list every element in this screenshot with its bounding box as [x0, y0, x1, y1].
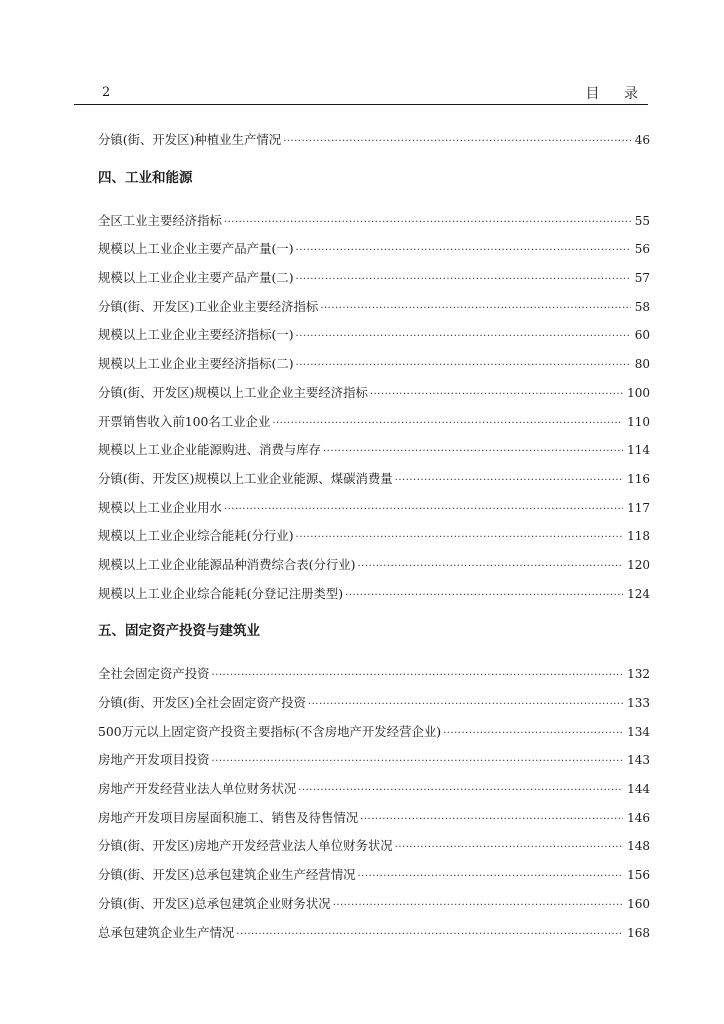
toc-entry-title: 房地产开发经营业法人单位财务状况 [98, 781, 297, 797]
toc-entry-page: 143 [627, 753, 650, 768]
toc-entry[interactable] [98, 660, 650, 689]
toc-entry-title: 分镇(街、开发区)总承包建筑企业财务状况 [98, 895, 331, 911]
toc-entry-page: 134 [627, 724, 650, 739]
toc-entry-page: 56 [634, 242, 650, 257]
header-title: 目 录 [585, 86, 648, 102]
toc-entry[interactable] [98, 207, 650, 236]
toc-entry-page: 118 [627, 529, 650, 544]
toc-entry-title: 规模以上工业企业主要产品产量(一) [98, 241, 294, 257]
toc-entry-page: 100 [627, 385, 650, 400]
toc-entry-page: 144 [627, 782, 650, 797]
page-header [74, 84, 648, 105]
dot-leader [272, 410, 623, 438]
toc-entry-page: 110 [627, 414, 650, 429]
toc-entry[interactable] [98, 465, 650, 494]
dot-leader [296, 266, 631, 294]
toc-entry-page: 156 [627, 868, 650, 883]
dot-leader [443, 720, 623, 748]
dot-leader [323, 438, 623, 466]
toc-entry[interactable] [98, 379, 650, 408]
toc-entry-title: 规模以上工业企业主要产品产量(二) [98, 270, 294, 286]
toc-entry-title: 分镇(街、开发区)工业企业主要经济指标 [98, 298, 319, 314]
toc-entry[interactable] [98, 746, 650, 775]
toc-entry-page: 148 [627, 839, 650, 854]
toc-entry-title: 500万元以上固定资产投资主要指标(不含房地产开发经营企业) [98, 723, 442, 739]
toc-entry[interactable] [98, 408, 650, 437]
toc-entry-title: 房地产开发项目房屋面积施工、销售及待售情况 [98, 809, 359, 825]
toc-entry-page: 46 [634, 133, 650, 147]
toc-entry[interactable] [98, 522, 650, 551]
toc-entry-title: 全社会固定资产投资 [98, 666, 210, 682]
toc-entry-title: 规模以上工业企业综合能耗(分行业) [98, 528, 294, 544]
toc-entry-page: 80 [634, 357, 650, 372]
toc-entry[interactable] [98, 494, 650, 523]
dot-leader [296, 323, 631, 351]
toc-entry-title: 开票销售收入前100名工业企业 [98, 413, 271, 429]
dot-leader [360, 806, 623, 834]
toc-entry-title: 规模以上工业企业主要经济指标(一) [98, 327, 294, 343]
section-heading-investment: 五、固定资产投资与建筑业 [98, 623, 260, 640]
dot-leader [308, 691, 623, 719]
toc-entry-page: 117 [627, 500, 650, 515]
dot-leader [345, 582, 623, 610]
toc-entry-title: 总承包建筑企业生产情况 [98, 924, 235, 940]
toc-entry[interactable] [98, 775, 650, 804]
dot-leader [283, 128, 631, 156]
toc-entry-page: 132 [627, 667, 650, 682]
toc-entry-page: 160 [627, 896, 650, 911]
dot-leader [333, 892, 623, 920]
toc-entry[interactable] [98, 580, 650, 609]
toc-entry[interactable] [98, 718, 650, 747]
toc-entry-title: 全区工业主要经济指标 [98, 212, 222, 228]
dot-leader [224, 496, 623, 524]
toc-entry[interactable] [98, 293, 650, 322]
section-heading-industry: 四、工业和能源 [98, 169, 193, 186]
toc-entry-title: 分镇(街、开发区)规模以上工业企业主要经济指标 [98, 384, 368, 400]
toc-entry-page: 146 [627, 810, 650, 825]
toc-entry[interactable] [98, 919, 650, 948]
toc-entry[interactable] [98, 126, 650, 155]
toc-entry-page: 120 [627, 557, 650, 572]
toc-entry[interactable] [98, 890, 650, 919]
dot-leader [357, 553, 623, 581]
toc-entry-page: 58 [634, 299, 650, 314]
dot-leader [296, 524, 624, 552]
toc-entry[interactable] [98, 436, 650, 465]
toc-entry-title: 分镇(街、开发区)种植业生产情况 [98, 132, 282, 147]
toc-entry[interactable] [98, 551, 650, 580]
toc-entry[interactable] [98, 264, 650, 293]
dot-leader [212, 748, 624, 776]
toc-entry[interactable] [98, 235, 650, 264]
toc-entry-page: 168 [627, 925, 650, 940]
toc-entry[interactable] [98, 804, 650, 833]
toc-entry[interactable] [98, 689, 650, 718]
toc-entry-title: 房地产开发项目投资 [98, 752, 210, 768]
toc-entry[interactable] [98, 832, 650, 861]
toc-entry-title: 规模以上工业企业能源购进、消费与库存 [98, 442, 322, 458]
dot-leader [296, 352, 631, 380]
dot-leader [298, 777, 623, 805]
dot-leader [296, 237, 631, 265]
toc-entry-page: 116 [627, 471, 650, 486]
toc-entry-title: 分镇(街、开发区)总承包建筑企业生产经营情况 [98, 867, 356, 883]
toc-entry-page: 55 [634, 213, 650, 228]
toc-entry-title: 规模以上工业企业主要经济指标(二) [98, 356, 294, 372]
dot-leader [395, 467, 623, 495]
table-of-contents [98, 126, 650, 947]
toc-entry-title: 分镇(街、开发区)规模以上工业企业能源、煤碳消费量 [98, 470, 393, 486]
toc-entry-page: 133 [627, 696, 650, 710]
dot-leader [236, 921, 623, 949]
dot-leader [224, 209, 631, 237]
toc-entry-page: 124 [627, 586, 650, 601]
toc-entry-title: 分镇(街、开发区)全社会固定资产投资 [98, 695, 306, 710]
toc-entry-title: 规模以上工业企业能源品种消费综合表(分行业) [98, 556, 356, 572]
page-number: 2 [102, 85, 111, 100]
toc-entry-page: 57 [634, 271, 650, 286]
toc-entry-page: 60 [634, 328, 650, 343]
toc-entry-title: 规模以上工业企业用水 [98, 499, 222, 515]
toc-entry[interactable] [98, 321, 650, 350]
toc-entry[interactable] [98, 861, 650, 890]
dot-leader [395, 834, 623, 862]
dot-leader [320, 295, 630, 323]
dot-leader [212, 662, 624, 690]
dot-leader [357, 863, 623, 891]
toc-entry-title: 规模以上工业企业综合能耗(分登记注册类型) [98, 585, 344, 601]
toc-entry-title: 分镇(街、开发区)房地产开发经营业法人单位财务状况 [98, 838, 393, 854]
toc-entry-page: 114 [627, 443, 650, 458]
dot-leader [370, 381, 623, 409]
toc-entry[interactable] [98, 350, 650, 379]
